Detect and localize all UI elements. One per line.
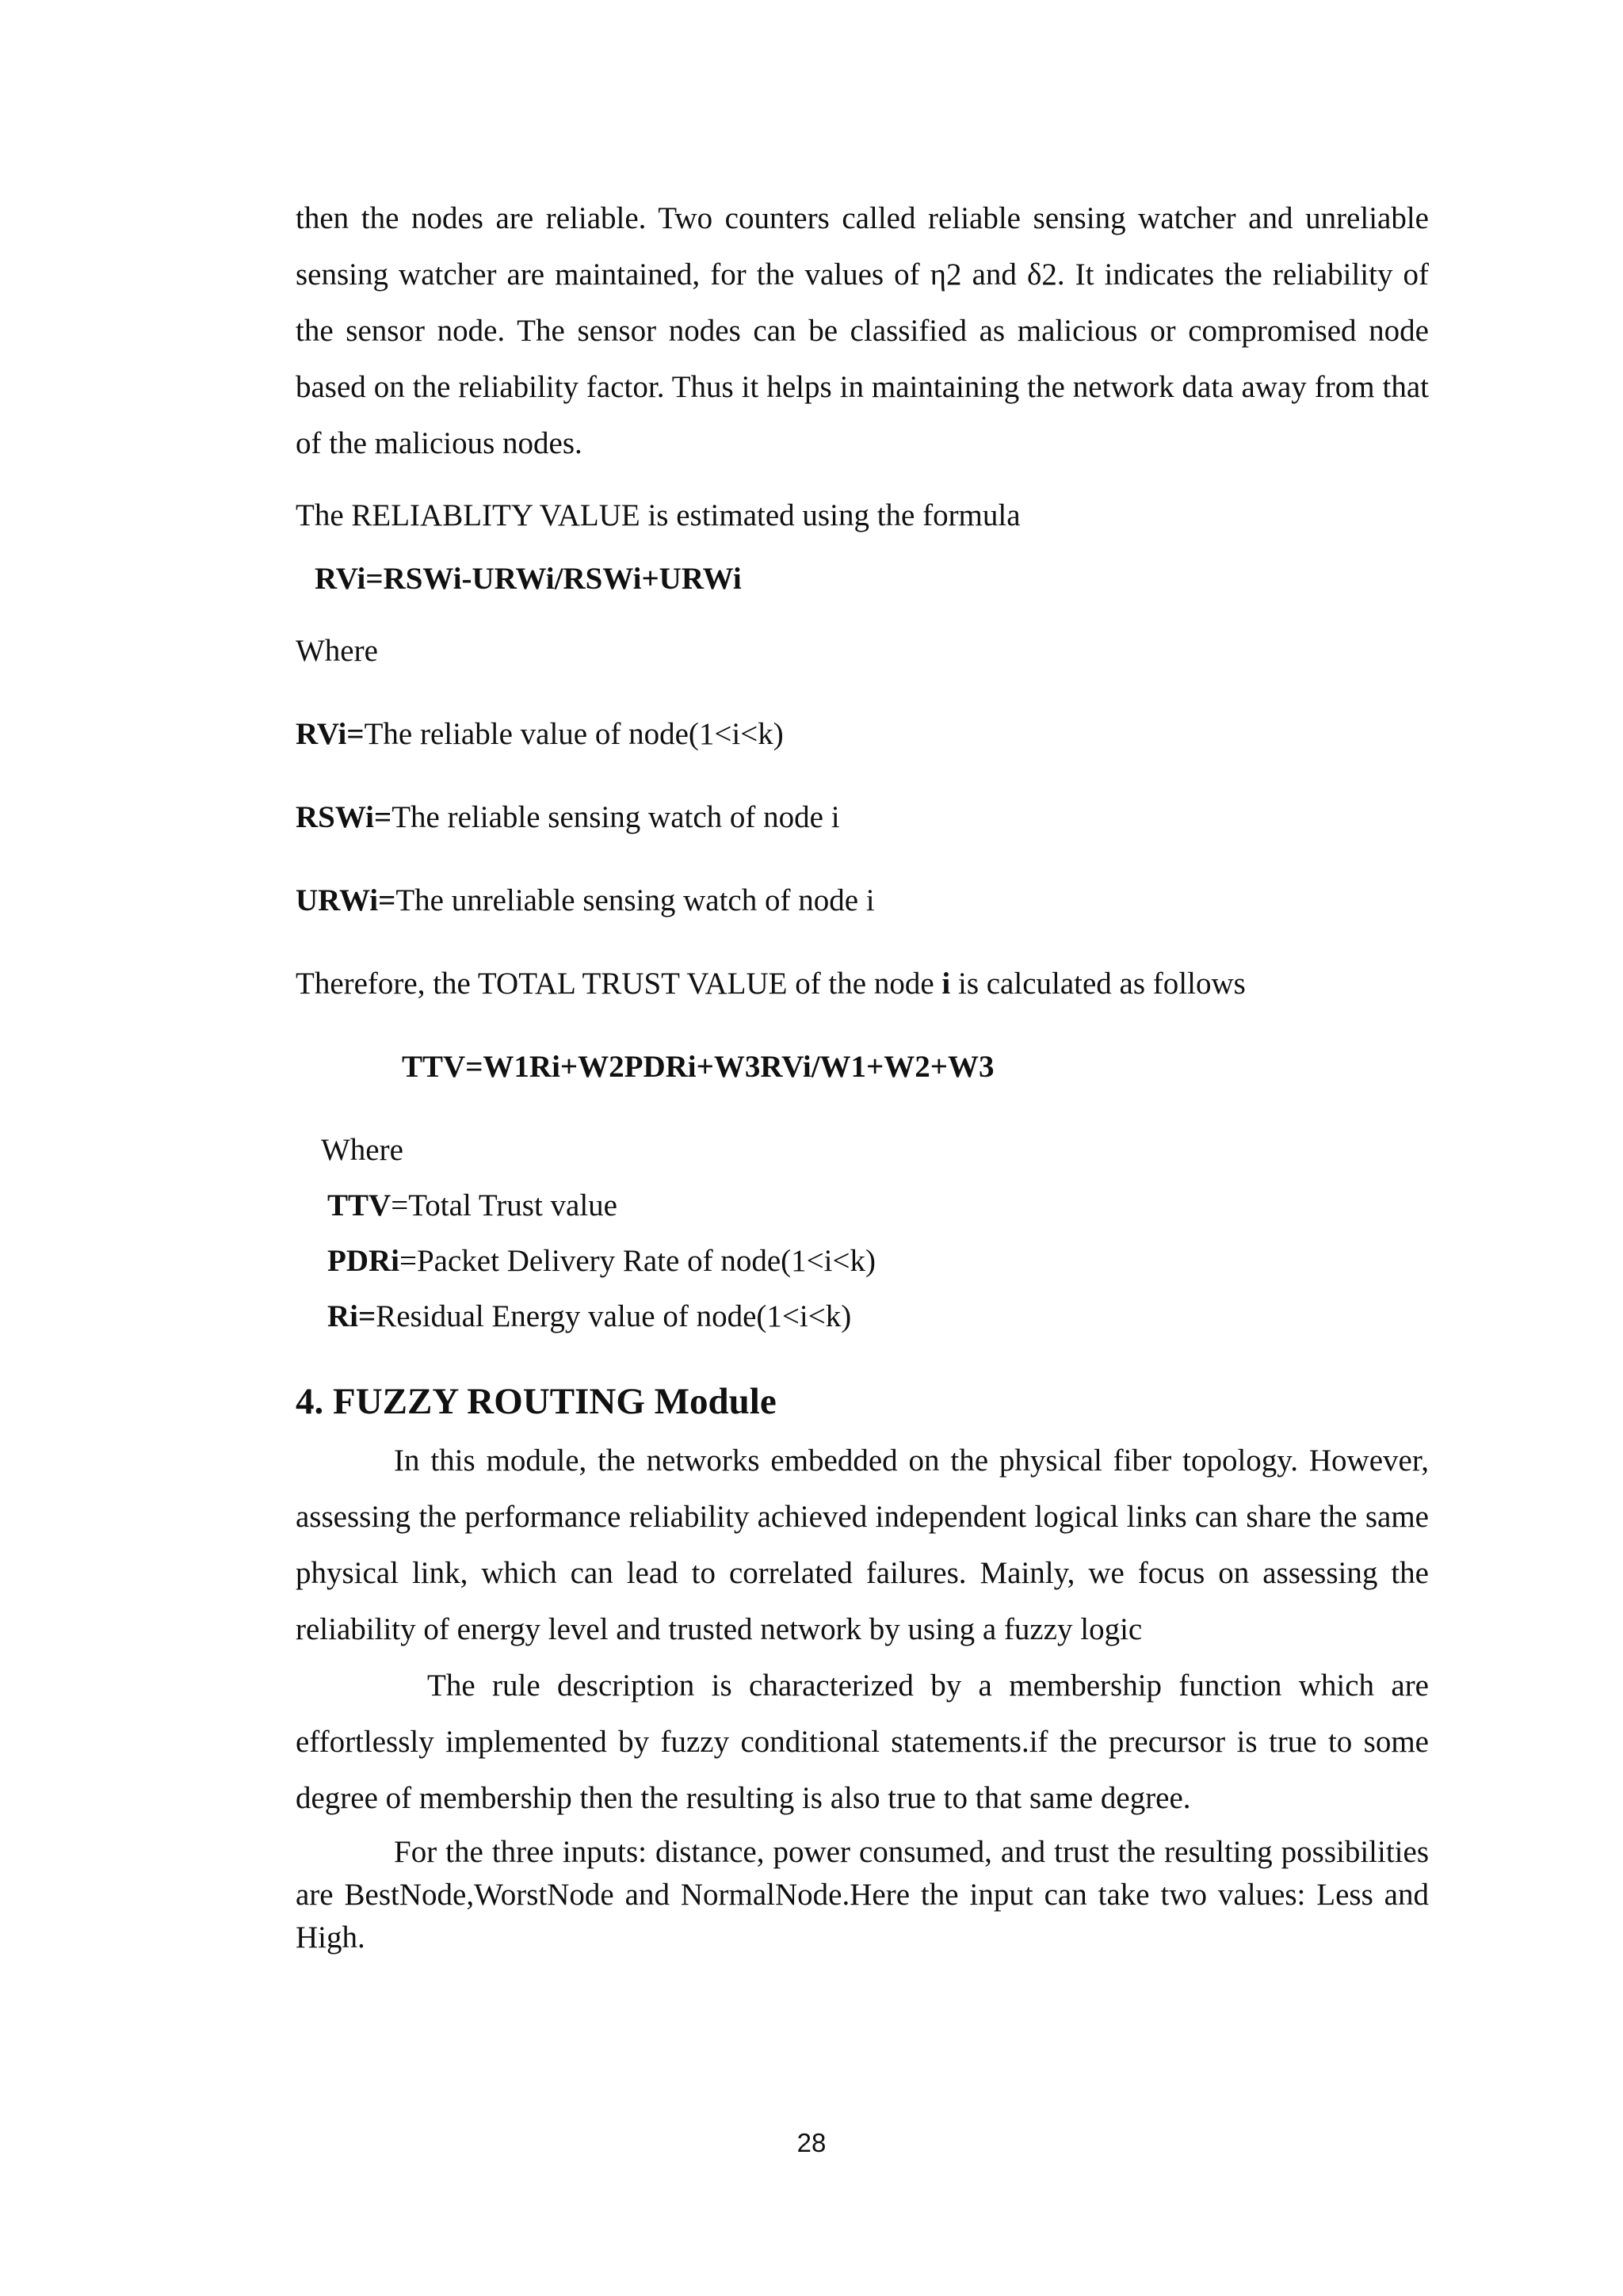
formula-total-trust-value: TTV=W1Ri+W2PDRi+W3RVi/W1+W2+W3 [402,1050,995,1084]
definition-pdri [327,1243,1429,1279]
section-heading-fuzzy-routing: 4. FUZZY ROUTING Module [296,1381,777,1422]
text-bold-segment: i [941,967,951,1001]
definition-rvi [296,716,1429,752]
definition-rswi [296,799,1429,835]
definition-term: RVi= [296,717,365,751]
paragraph-three-inputs: For the three inputs: distance, power consumed, and trust the resulting possibilities are BestNode,WorstNode and NormalNode.Here the input can take two values: Less and High. [296,1835,1429,1955]
definition-text: Residual Energy value of node(1<i<k) [376,1299,852,1333]
definition-text: The unreliable sensing watch of node i [395,883,875,917]
definition-text: =Total Trust value [391,1188,617,1222]
page-content [296,190,1429,1959]
definition-text: =Packet Delivery Rate of node(1<i<k) [399,1244,876,1278]
page-number: 28 [796,2128,827,2157]
definition-text: The reliable sensing watch of node i [391,800,840,834]
definition-ri [327,1299,1429,1334]
definition-term: URWi= [296,883,396,917]
definition-term: RSWi= [296,800,392,834]
definition-urwi [296,883,1429,918]
definition-list-2 [296,1188,1429,1334]
paragraph-reliability-intro: then the nodes are reliable. Two counters called reliable sensing watcher and unreliable sensing watcher are maintained, for the values of η2 and δ2. It indicates the reliability of the sensor node. The sensor nodes can be classified as malicious or compromised node based on the reliability factor. Thus it helps in maintaining the network data away from that of the malicious nodes. [296,201,1429,460]
text-segment: Therefore, the TOTAL TRUST VALUE of the node [296,967,942,1001]
paragraph-reliability-formula-intro: The RELIABLITY VALUE is estimated using the formula [296,498,1021,532]
definition-text: The reliable value of node(1<i<k) [364,717,784,751]
definition-ttv [327,1188,1429,1223]
where-label-2: Where [321,1133,403,1167]
definition-term: TTV [327,1188,391,1222]
formula-reliability-value: RVi=RSWi-URWi/RSWi+URWi [315,562,742,596]
definition-term: PDRi [327,1244,399,1278]
paragraph-total-trust-intro [296,966,1429,1001]
paragraph-fuzzy-module: In this module, the networks embedded on the physical fiber topology. However, assessing the performance reliability achieved independent logical links can share the same physical link, which can lead to correlated failures. Mainly, we focus on assessing the reliability of energy level and trusted network by using a fuzzy logic [296,1444,1429,1646]
where-label-1: Where [296,634,378,668]
text-segment: is calculated as follows [950,967,1246,1001]
definition-term: Ri= [327,1299,376,1333]
paragraph-rule-description: The rule description is characterized by a membership function which are effortlessly implemented by fuzzy conditional statements.if the precursor is true to some degree of membership then the resulting is also true to that same degree. [296,1669,1429,1815]
